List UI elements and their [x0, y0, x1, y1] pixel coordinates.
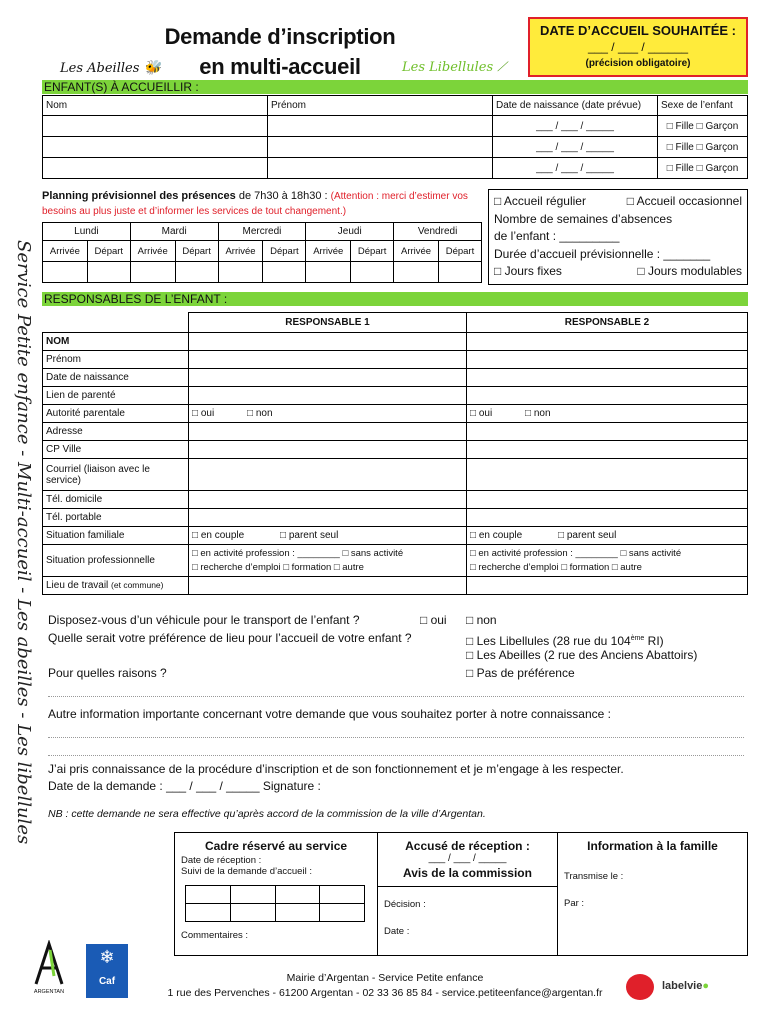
accueil-regulier-checkbox[interactable]: □ Accueil régulier [494, 194, 586, 208]
cadre-title: Cadre réservé au service [204, 839, 348, 853]
resp2-seul-checkbox[interactable]: □ parent seul [558, 530, 617, 541]
row-label-cp-ville: CP Ville [43, 441, 189, 459]
accuse-date[interactable]: ___ / ___ / _____ [428, 853, 507, 864]
day-mercredi: Mercredi [218, 223, 306, 241]
caf-snowflake-icon: ❄ [99, 947, 115, 967]
child-prenom-input[interactable] [268, 116, 493, 137]
resp1-lieu-input[interactable] [189, 577, 467, 595]
resp2-lieu-input[interactable] [467, 577, 748, 595]
resp1-tel-dom-input[interactable] [189, 491, 467, 509]
planning-cell[interactable] [43, 262, 88, 283]
engagement-block [48, 761, 748, 795]
cadre-date-reception[interactable]: Date de réception : [181, 855, 262, 866]
resp1-pro-line2[interactable]: □ recherche d’emploi □ formation □ autre [192, 561, 364, 573]
resp2-nom-input[interactable] [467, 333, 748, 351]
col-responsable-2: RESPONSABLE 2 [467, 313, 748, 333]
col-arrivee: Arrivée [218, 241, 263, 262]
duree-accueil-input[interactable]: Durée d’accueil prévisionnelle : _______ [494, 246, 711, 261]
col-responsable-1: RESPONSABLE 1 [189, 313, 467, 333]
child-nom-input[interactable] [43, 158, 268, 179]
date-box-line[interactable]: ___ / ___ / ______ [587, 40, 689, 54]
col-arrivee: Arrivée [43, 241, 88, 262]
responsables-table [42, 312, 748, 595]
resp1-pro-line1[interactable]: □ en activité profession : ________ □ sans activité [192, 547, 404, 559]
autre-info-label: Autre information importante concernant votre demande que vous souhaitez porter à notre connaissance : [48, 707, 611, 721]
row-label-date-naissance: Date de naissance [43, 369, 189, 387]
jours-modulables-checkbox[interactable]: □ Jours modulables [637, 264, 742, 278]
resp1-lien-input[interactable] [189, 387, 467, 405]
caf-logo-text: Caf [98, 976, 116, 987]
resp2-autorite-non[interactable]: □ non [525, 408, 551, 419]
child-date-input[interactable]: ___ / ___ / _____ [493, 158, 658, 179]
date-field[interactable]: Date : [384, 926, 410, 937]
par-field[interactable]: Par : [564, 898, 585, 909]
vehicule-oui-checkbox[interactable]: □ oui [420, 613, 447, 627]
col-sexe: Sexe de l’enfant [658, 96, 748, 116]
child-date-input[interactable]: ___ / ___ / _____ [493, 116, 658, 137]
day-lundi: Lundi [43, 223, 131, 241]
resp1-cp-input[interactable] [189, 441, 467, 459]
resp1-nom-input[interactable] [189, 333, 467, 351]
cadre-suivi: Suivi de la demande d’accueil : [181, 866, 312, 877]
resp1-couple-checkbox[interactable]: □ en couple [192, 530, 245, 541]
child-sexe-checkbox[interactable]: □ Fille □ Garçon [658, 116, 748, 137]
enfants-section-title: ENFANT(S) À ACCUEILLIR : [44, 80, 199, 94]
col-prenom: Prénom [268, 96, 493, 116]
resp2-tel-dom-input[interactable] [467, 491, 748, 509]
planning-cell[interactable] [175, 262, 218, 283]
table-row [43, 158, 748, 179]
side-banner [2, 240, 38, 845]
lieu-travail-label: Lieu de travail [46, 580, 109, 591]
resp2-pro-line1[interactable]: □ en activité profession : ________ □ sans activité [470, 547, 682, 559]
date-box-note: (précision obligatoire) [585, 58, 691, 69]
planning-table [42, 222, 482, 283]
resp1-prenom-input[interactable] [189, 351, 467, 369]
planning-title-bold: Planning prévisionnel des présences [42, 190, 236, 202]
logo-libellules-text: Les Libellules [402, 60, 494, 75]
argentan-logo-text: ARGENTAN [33, 989, 65, 995]
row-label-tel-domicile: Tél. domicile [43, 491, 189, 509]
row-label-situation-familiale: Situation familiale [43, 527, 189, 545]
row-label-prenom: Prénom [43, 351, 189, 369]
resp1-autorite-non[interactable]: □ non [247, 408, 273, 419]
vehicule-question: Disposez-vous d’un véhicule pour le transport de l’enfant ? [48, 613, 360, 627]
title-line-1: Demande d’inscription [164, 24, 396, 49]
date-accueil-box [528, 17, 748, 77]
autre-info-line-2[interactable] [48, 755, 744, 756]
suivi-grid[interactable] [185, 885, 365, 922]
accueil-occasionnel-checkbox[interactable]: □ Accueil occasionnel [626, 194, 742, 208]
resp2-couple-checkbox[interactable]: □ en couple [470, 530, 523, 541]
col-depart: Départ [351, 241, 394, 262]
responsables-section-bar [42, 292, 748, 306]
row-label-adresse: Adresse [43, 423, 189, 441]
planning-cell[interactable] [438, 262, 481, 283]
resp2-pro-line2[interactable]: □ recherche d’emploi □ formation □ autre [470, 561, 642, 573]
footer-line-1: Mairie d’Argentan - Service Petite enfance [286, 972, 484, 984]
accuse-title: Accusé de réception : [405, 839, 530, 853]
logo-abeilles-text: Les Abeilles [60, 61, 140, 76]
row-label-tel-portable: Tél. portable [43, 509, 189, 527]
labelvie-logo [662, 980, 709, 992]
child-sexe-checkbox[interactable]: □ Fille □ Garçon [658, 137, 748, 158]
col-depart: Départ [438, 241, 481, 262]
table-row [43, 116, 748, 137]
resp1-tel-port-input[interactable] [189, 509, 467, 527]
planning-title [42, 189, 482, 219]
resp1-date-input[interactable] [189, 369, 467, 387]
row-label-nom: NOM [43, 333, 189, 351]
labelvie-leaf-icon: ● [702, 980, 710, 992]
decision-field[interactable]: Décision : [384, 899, 426, 910]
row-label-courriel: Courriel (liaison avec le service) [43, 459, 189, 491]
col-arrivee: Arrivée [306, 241, 351, 262]
info-famille-title: Information à la famille [587, 839, 718, 853]
jours-fixes-checkbox[interactable]: □ Jours fixes [494, 264, 562, 278]
child-prenom-input[interactable] [268, 158, 493, 179]
date-signature-input[interactable]: Date de la demande : ___ / ___ / _____ Signature : [48, 779, 321, 793]
footer-line-2: 1 rue des Pervenches - 61200 Argentan - 02 33 36 85 84 - service.petiteenfance@argentan.fr [167, 987, 603, 999]
col-arrivee: Arrivée [394, 241, 439, 262]
resp2-cp-input[interactable] [467, 441, 748, 459]
pas-preference-checkbox[interactable]: □ Pas de préférence [466, 665, 575, 680]
semaines-absence-input[interactable]: de l’enfant : _________ [494, 229, 620, 243]
planning-cell[interactable] [130, 262, 175, 283]
day-vendredi: Vendredi [394, 223, 482, 241]
planning-cell[interactable] [351, 262, 394, 283]
autre-info-line-1[interactable] [48, 737, 744, 738]
engagement-text: J’ai pris connaissance de la procédure d’inscription et de son fonctionnement et je m’engage à les respecter. [48, 762, 624, 776]
transmise-field[interactable]: Transmise le : [564, 871, 624, 882]
avis-commission-title: Avis de la commission [403, 866, 532, 880]
planning-title-hours: de 7h30 à 18h30 : [235, 190, 331, 202]
planning-cell[interactable] [263, 262, 306, 283]
resp1-seul-checkbox[interactable]: □ parent seul [280, 530, 339, 541]
side-banner-text: Service Petite enfance - Multi-accueil - Les abeilles - Les libellules [13, 240, 34, 845]
resp1-adresse-input[interactable] [189, 423, 467, 441]
title-line-2: en multi-accueil [199, 54, 361, 79]
libellules-text-end: RI) [644, 633, 664, 648]
child-nom-input[interactable] [43, 137, 268, 158]
cadre-reserve-table [174, 832, 748, 956]
footer-address [140, 971, 630, 1001]
cadre-commentaires[interactable]: Commentaires : [181, 930, 249, 941]
planning-cell[interactable] [87, 262, 130, 283]
enfants-section-bar [42, 80, 748, 94]
table-row [43, 137, 748, 158]
preference-question: Quelle serait votre préférence de lieu pour l’accueil de votre enfant ? [48, 630, 412, 645]
label-heart-icon [626, 974, 654, 1000]
child-date-input[interactable]: ___ / ___ / _____ [493, 137, 658, 158]
resp2-courriel-input[interactable] [467, 459, 748, 491]
col-nom: Nom [43, 96, 268, 116]
planning-cell[interactable] [218, 262, 263, 283]
vehicule-non-checkbox[interactable]: □ non [466, 613, 497, 627]
date-box-title: DATE D’ACCUEIL SOUHAITÉE : [540, 23, 736, 38]
responsables-section-title: RESPONSABLES DE L’ENFANT : [44, 292, 228, 306]
resp2-prenom-input[interactable] [467, 351, 748, 369]
resp1-autorite-oui[interactable]: □ oui [192, 408, 215, 419]
col-depart: Départ [263, 241, 306, 262]
row-label-autorite: Autorité parentale [43, 405, 189, 423]
accueil-box [488, 189, 748, 285]
day-jeudi: Jeudi [306, 223, 394, 241]
child-nom-input[interactable] [43, 116, 268, 137]
libellules-text: □ Les Libellules (28 rue du 104 [466, 633, 631, 648]
lieu-travail-note: (et commune) [111, 580, 164, 590]
raisons-question: Pour quelles raisons ? [48, 665, 167, 680]
planning-attention: (Attention : merci d’estimer vos besoins au plus juste et d’informer les services de tout changement.) [42, 191, 468, 217]
nb-note: NB : cette demande ne sera effective qu’après accord de la commission de la ville d’Argentan. [48, 808, 486, 820]
libellules-sup: ème [630, 634, 645, 642]
labelvie-logo-text: labelvie [662, 980, 703, 992]
logo-abeilles [60, 60, 161, 76]
resp2-date-input[interactable] [467, 369, 748, 387]
col-arrivee: Arrivée [130, 241, 175, 262]
resp2-tel-port-input[interactable] [467, 509, 748, 527]
resp2-autorite-oui[interactable]: □ oui [470, 408, 493, 419]
enfants-table [42, 95, 748, 179]
semaines-absence-label: Nombre de semaines d’absences [494, 211, 673, 226]
resp2-adresse-input[interactable] [467, 423, 748, 441]
col-date-naissance: Date de naissance (date prévue) [493, 96, 658, 116]
child-prenom-input[interactable] [268, 137, 493, 158]
row-label-lien: Lien de parenté [43, 387, 189, 405]
col-depart: Départ [175, 241, 218, 262]
day-mardi: Mardi [130, 223, 218, 241]
planning-cell[interactable] [306, 262, 351, 283]
bee-icon: 🐝 [143, 60, 161, 76]
logo-libellules [402, 60, 506, 75]
child-sexe-checkbox[interactable]: □ Fille □ Garçon [658, 158, 748, 179]
raisons-line[interactable] [48, 696, 744, 697]
resp1-courriel-input[interactable] [189, 459, 467, 491]
abeilles-checkbox[interactable]: □ Les Abeilles (2 rue des Anciens Abattoirs) [466, 648, 698, 662]
page-title [140, 22, 420, 82]
dragonfly-icon: ⟋ [497, 60, 507, 75]
planning-cell[interactable] [394, 262, 439, 283]
row-label-situation-pro: Situation professionnelle [43, 545, 189, 577]
resp2-lien-input[interactable] [467, 387, 748, 405]
col-depart: Départ [87, 241, 130, 262]
row-label-lieu-travail [43, 577, 189, 595]
questions-block [48, 612, 748, 682]
